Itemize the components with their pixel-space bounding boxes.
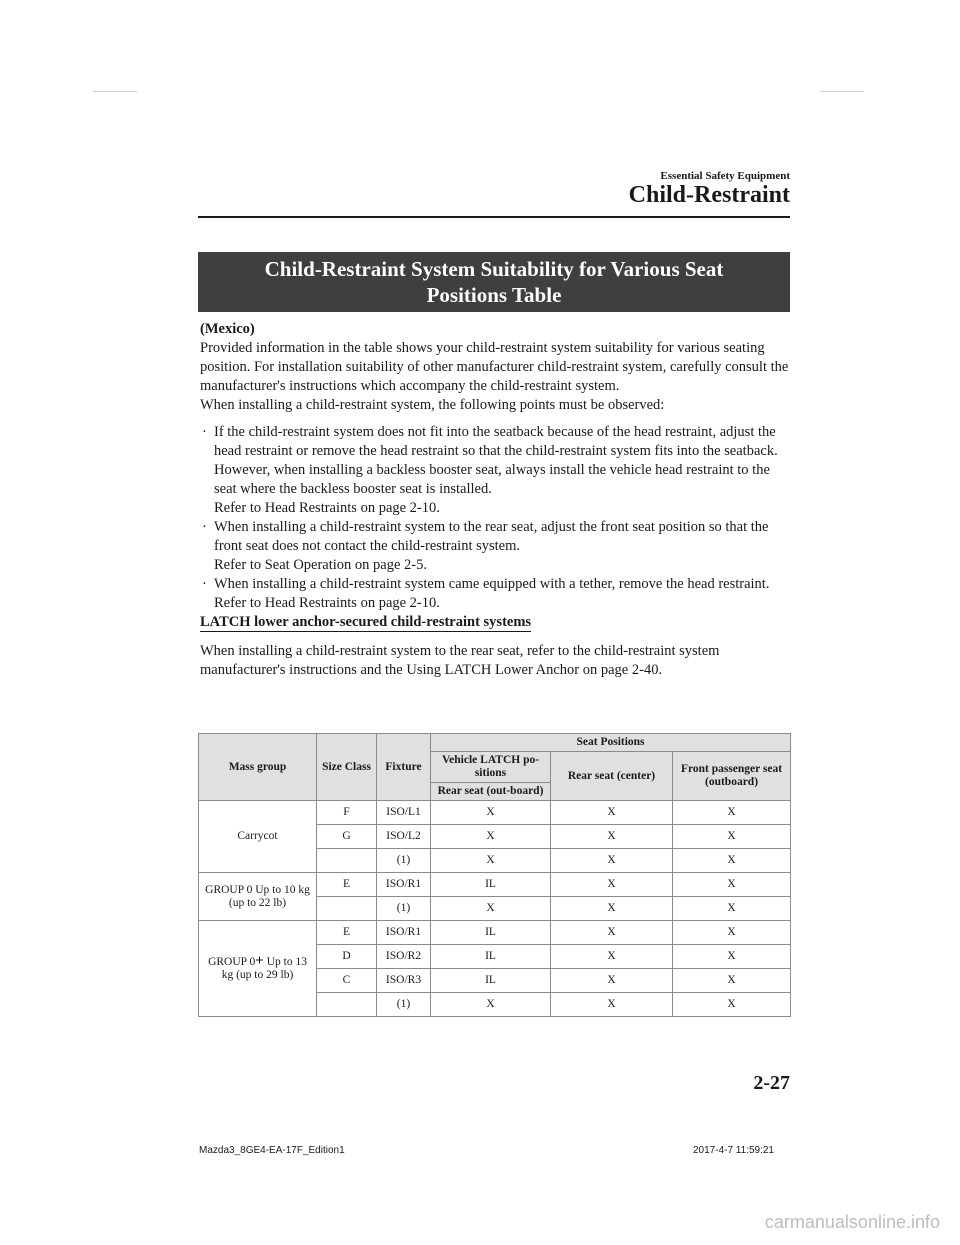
intro-paragraph: Provided information in the table shows your child-restraint system suitability for various seating position. For installation suitability of other manufacturer child-restraint system, carefully consult the manufacturer's instructions which accompany the child-restraint system. [200, 340, 789, 394]
bullet-list [200, 423, 792, 613]
bullet-item [200, 423, 792, 518]
fixture-cell: ISO/R1 [377, 873, 431, 897]
latch-subheading: LATCH lower anchor-secured child-restraint systems [200, 614, 532, 630]
plus-icon: + [255, 952, 264, 969]
bullet-text: When installing a child-restraint system came equipped with a tether, remove the head restraint. [214, 576, 770, 592]
bullet-item [200, 518, 792, 575]
seat-suitability-table [198, 733, 791, 1017]
section-banner [198, 252, 790, 312]
header-size-class: Size Class [317, 734, 377, 801]
size-class-cell: E [317, 921, 377, 945]
rear-outboard-cell: IL [431, 873, 551, 897]
fixture-cell: ISO/R3 [377, 969, 431, 993]
bullet-mark: · [202, 519, 207, 535]
fixture-cell: ISO/R1 [377, 921, 431, 945]
table-row [199, 873, 791, 897]
front-passenger-cell: X [673, 825, 791, 849]
front-passenger-cell: X [673, 849, 791, 873]
rear-outboard-cell: IL [431, 945, 551, 969]
running-chapter-title: Child-Restraint [628, 182, 790, 208]
mass-group-prefix: GROUP 0 [208, 955, 256, 968]
fixture-cell: ISO/L2 [377, 825, 431, 849]
rear-outboard-cell: X [431, 849, 551, 873]
size-class-cell [317, 993, 377, 1017]
rear-center-cell: X [551, 993, 673, 1017]
banner-title: Child-Restraint System Suitability for Various Seat Positions Table [264, 257, 724, 307]
fixture-cell: ISO/L1 [377, 801, 431, 825]
size-class-cell [317, 897, 377, 921]
bullet-text: When installing a child-restraint system to the rear seat, adjust the front seat position so that the front seat does not contact the child-restraint system. [214, 519, 769, 554]
fixture-cell: (1) [377, 849, 431, 873]
bullet-reference: Refer to Seat Operation on page 2-5. [214, 557, 427, 573]
size-class-cell: F [317, 801, 377, 825]
latch-paragraph: When installing a child-restraint system to the rear seat, refer to the child-restraint system manufacturer's instructions and the Using LATCH Lower Anchor on page 2-40. [200, 643, 720, 678]
bullet-mark: · [202, 424, 207, 440]
body-text [200, 320, 792, 680]
crop-mark-right [820, 91, 864, 92]
bullet-reference: Refer to Head Restraints on page 2-10. [214, 595, 440, 611]
front-passenger-cell: X [673, 873, 791, 897]
rear-center-cell: X [551, 825, 673, 849]
size-class-cell [317, 849, 377, 873]
fixture-cell: (1) [377, 897, 431, 921]
rear-center-cell: X [551, 921, 673, 945]
rear-center-cell: X [551, 945, 673, 969]
front-passenger-cell: X [673, 993, 791, 1017]
header-front-passenger: Front passenger seat (outboard) [673, 752, 791, 801]
header-vehicle-latch: Vehicle LATCH po-sitions [431, 752, 551, 783]
print-timestamp: 2017-4-7 11:59:21 [693, 1145, 774, 1156]
size-class-cell: E [317, 873, 377, 897]
front-passenger-cell: X [673, 801, 791, 825]
header-rear-center: Rear seat (center) [551, 752, 673, 801]
mass-group-cell [199, 921, 317, 1017]
mass-group-cell: Carrycot [199, 801, 317, 873]
header-rule [198, 216, 790, 218]
rear-outboard-cell: IL [431, 921, 551, 945]
front-passenger-cell: X [673, 921, 791, 945]
rear-center-cell: X [551, 849, 673, 873]
header-seat-positions: Seat Positions [431, 734, 791, 752]
rear-outboard-cell: X [431, 897, 551, 921]
document-id: Mazda3_8GE4-EA-17F_Edition1 [199, 1145, 345, 1156]
size-class-cell: D [317, 945, 377, 969]
bullet-reference: Refer to Head Restraints on page 2-10. [214, 500, 440, 516]
table-row [199, 801, 791, 825]
rear-center-cell: X [551, 873, 673, 897]
watermark: carmanualsonline.info [764, 1212, 940, 1232]
front-passenger-cell: X [673, 897, 791, 921]
size-class-cell: G [317, 825, 377, 849]
header-mass-group: Mass group [199, 734, 317, 801]
rear-outboard-cell: IL [431, 969, 551, 993]
header-fixture: Fixture [377, 734, 431, 801]
table-row [199, 921, 791, 945]
mass-group-suffix: Up to 13 kg (up to 29 lb) [221, 955, 307, 981]
crop-mark-left [93, 91, 137, 92]
rear-outboard-cell: X [431, 993, 551, 1017]
observe-paragraph: When installing a child-restraint system, the following points must be observed: [200, 397, 665, 413]
front-passenger-cell: X [673, 945, 791, 969]
mass-group-cell: GROUP 0 Up to 10 kg (up to 22 lb) [199, 873, 317, 921]
bullet-mark: · [202, 576, 207, 592]
fixture-cell: ISO/R2 [377, 945, 431, 969]
bullet-text: If the child-restraint system does not fit into the seatback because of the head restraint, adjust the head restraint or remove the head restraint so that the child-restraint system fits into the seatback. However, when installing a backless booster seat, always install the vehicle head restraint to the seat where the backless booster seat is installed. [214, 424, 778, 497]
region-label: (Mexico) [200, 321, 255, 337]
fixture-cell: (1) [377, 993, 431, 1017]
rear-center-cell: X [551, 969, 673, 993]
page-number: 2-27 [753, 1072, 790, 1094]
header-rear-outboard: Rear seat (out-board) [431, 783, 551, 801]
rear-center-cell: X [551, 801, 673, 825]
rear-outboard-cell: X [431, 825, 551, 849]
front-passenger-cell: X [673, 969, 791, 993]
bullet-item [200, 575, 792, 613]
running-section-title: Essential Safety Equipment [660, 170, 790, 182]
rear-center-cell: X [551, 897, 673, 921]
rear-outboard-cell: X [431, 801, 551, 825]
size-class-cell: C [317, 969, 377, 993]
